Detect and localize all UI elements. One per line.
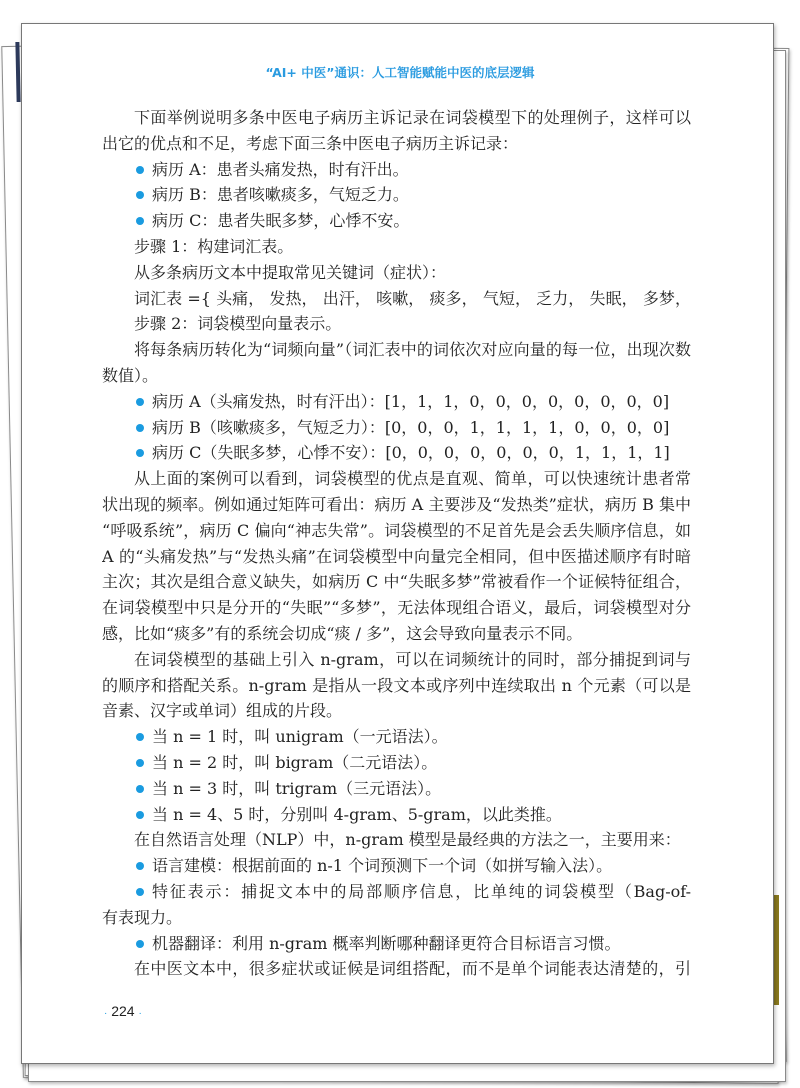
bullet-item-line: 当 n = 2 时，叫 bigram（二元语法）。 <box>102 750 691 776</box>
page-body <box>102 105 691 982</box>
running-header: “AI+ 中医”通识：人工智能赋能中医的底层逻辑 <box>265 65 535 80</box>
text-line: 步骤 2：词袋模型向量表示。 <box>134 314 342 334</box>
text-line: 有表现力。 <box>102 907 183 927</box>
bullet-item-line: 特征表示：捕捉文本中的局部顺序信息，比单纯的词袋模型（Bag-of- <box>102 879 691 905</box>
text-line: A 的“头痛发热”与“发热头痛”在词袋模型中向量完全相同，但中医描述顺序有时暗 <box>102 546 691 566</box>
bullet-item-line: 病历 B：患者咳嗽痰多，气短乏力。 <box>102 182 691 208</box>
text-line: 主次；其次是组合意义缺失，如病历 C 中“失眠多梦”常被看作一个证候特征组合， <box>102 572 691 592</box>
text-line: 从上面的案例可以看到，词袋模型的优点是直观、简单，可以快速统计患者常 <box>134 469 691 489</box>
page-number-dot: · <box>138 1008 142 1019</box>
page-number-dot: · <box>104 1008 108 1019</box>
bullet-item-line: 病历 C（失眠多梦，心悸不安）：[0，0，0，0，0，0，0，1，1，1，1] <box>102 440 691 466</box>
text-line: 出它的优点和不足，考虑下面三条中医电子病历主诉记录： <box>102 133 519 153</box>
text-line: 感，比如“痰多”有的系统会切成“痰 / 多”，这会导致向量表示不同。 <box>102 623 583 643</box>
text-line: 音素、汉字或单词）组成的片段。 <box>102 701 343 721</box>
bullet-item-line: 当 n = 3 时，叫 trigram（三元语法）。 <box>102 776 691 802</box>
text-line: 在词袋模型的基础上引入 n-gram，可以在词频统计的同时，部分捕捉到词与 <box>134 649 691 669</box>
page-number <box>104 1003 142 1019</box>
text-line: 在词袋模型中只是分开的“失眠”“多梦”，无法体现组合语义，最后，词袋模型对分 <box>102 598 691 618</box>
bullet-item-line: 病历 B（咳嗽痰多，气短乏力）：[0，0，0，1，1，1，1，0，0，0，0] <box>102 415 691 441</box>
text-line: “呼吸系统”，病历 C 偏向“神志失常”。词袋模型的不足首先是会丢失顺序信息，如 <box>102 520 691 540</box>
bullet-item-line: 当 n = 4、5 时，分别叫 4-gram、5-gram，以此类推。 <box>102 802 691 828</box>
bullet-item-line: 当 n = 1 时，叫 unigram（一元语法）。 <box>102 724 691 750</box>
text-line: 在中医文本中，很多症状或证候是词组搭配，而不是单个词能表达清楚的，引 <box>134 959 691 979</box>
text-line: 状出现的频率。例如通过矩阵可看出：病历 A 主要涉及“发热类”症状，病历 B 集中 <box>102 494 691 514</box>
text-line: 将每条病历转化为“词频向量”（词汇表中的词依次对应向量的每一位，出现次数 <box>134 340 691 360</box>
bullet-item-line: 语言建模：根据前面的 n-1 个词预测下一个词（如拼写输入法）。 <box>102 853 691 879</box>
bullet-item-line: 病历 A（头痛发热，时有汗出）：[1，1，1，0，0，0，0，0，0，0，0] <box>102 389 691 415</box>
text-line: 的顺序和搭配关系。n-gram 是指从一段文本或序列中连续取出 n 个元素（可以是 <box>102 675 691 695</box>
bullet-item-line: 机器翻译：利用 n-gram 概率判断哪种翻译更符合目标语言习惯。 <box>102 931 691 957</box>
text-line: 下面举例说明多条中医电子病历主诉记录在词袋模型下的处理例子，这样可以 <box>134 108 691 127</box>
text-line: 步骤 1：构建词汇表。 <box>134 236 294 256</box>
text-line: 从多条病历文本中提取常见关键词（症状）： <box>134 262 447 282</box>
page-number-value: 224 <box>111 1003 135 1019</box>
text-line: 数值）。 <box>102 365 159 385</box>
text-line: 词汇表 ={ 头痛， 发热， 出汗， 咳嗽， 痰多， 气短， 乏力， 失眠， 多梦， <box>134 288 691 308</box>
bullet-item-line: 病历 A：患者头痛发热，时有汗出。 <box>102 157 691 183</box>
bullet-item-line: 病历 C：患者失眠多梦，心悸不安。 <box>102 208 691 234</box>
text-line: 在自然语言处理（NLP）中，n-gram 模型是最经典的方法之一，主要用来： <box>134 830 681 850</box>
